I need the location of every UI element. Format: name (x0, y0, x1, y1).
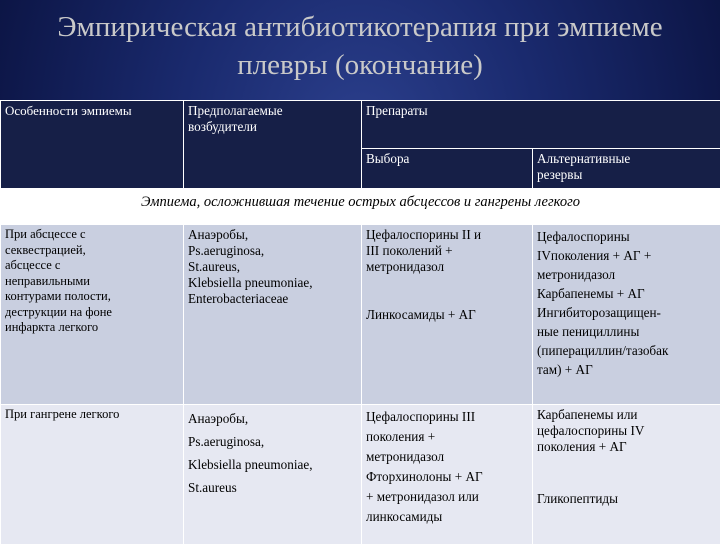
choice-cell: Цефалоспорины III поколения + метронидазол Фторхинолоны + АГ + метронидазол или линкосамиды (362, 405, 533, 545)
alternative-cell: Цефалоспорины IVпоколения + АГ + метронидазол Карбапенемы + АГ Ингибиторозащищен- ные пенициллины (пиперациллин/тазобак там) + АГ (533, 225, 720, 405)
header-drugs: Препараты (362, 101, 720, 149)
header-features: Особенности эмпиемы (1, 101, 184, 189)
antibiotic-table (0, 100, 720, 545)
alternative-cell: Карбапенемы или цефалоспорины IV поколения + АГ Гликопептиды (533, 405, 720, 545)
header-pathogens: Предполагаемые возбудители (184, 101, 362, 189)
choice-cell: Цефалоспорины II и III поколений + метронидазол Линкосамиды + АГ (362, 225, 533, 405)
feature-cell: При абсцессе с секвестрацией, абсцессе с неправильными контурами полости, деструкции на фоне инфаркта легкого (1, 225, 184, 405)
table-row (1, 225, 720, 405)
header-row (1, 101, 720, 149)
title-line-1: Эмпирическая антибиотикотерапия при эмпиеме (0, 8, 720, 46)
pathogens-cell: Анаэробы, Ps.aeruginosa, St.aureus, Klebsiella pneumoniae, Enterobacteriaceae (184, 225, 362, 405)
header-alternative: Альтернативные резервы (533, 149, 720, 189)
slide-title (0, 8, 720, 84)
feature-cell: При гангрене легкого (1, 405, 184, 545)
section-title: Эмпиема, осложнившая течение острых абсцессов и гангрены легкого (1, 189, 720, 225)
header-choice: Выбора (362, 149, 533, 189)
table-row (1, 405, 720, 545)
pathogens-cell: Анаэробы, Ps.aeruginosa, Klebsiella pneumoniae, St.aureus (184, 405, 362, 545)
title-line-2: плевры (окончание) (0, 46, 720, 84)
section-row (1, 189, 720, 225)
